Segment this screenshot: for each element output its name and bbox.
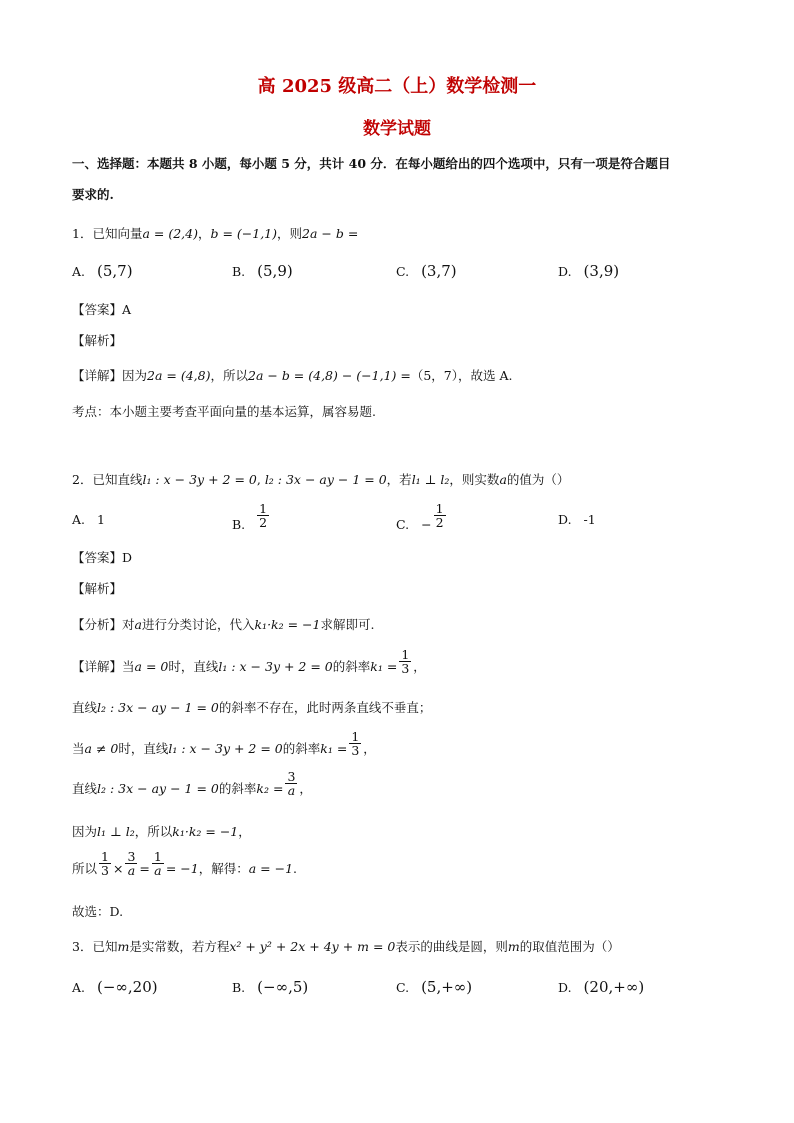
q3-mid2: 表示的曲线是圆，则 bbox=[395, 939, 508, 954]
fraction-denominator: 2 bbox=[259, 515, 268, 531]
q3-option-d bbox=[558, 978, 644, 996]
fraction-numerator: 1 bbox=[101, 849, 109, 864]
q3-var-m: m bbox=[117, 939, 130, 954]
option-label: C. bbox=[396, 980, 410, 995]
q1-option-b bbox=[232, 262, 293, 280]
d6-dot: . bbox=[293, 861, 298, 877]
d6-fraction-2 bbox=[125, 850, 137, 877]
fraction-numerator: 3 bbox=[287, 769, 296, 784]
option-value: (−∞,5) bbox=[257, 978, 309, 996]
page-title: 高 2025 级高二（上）数学检测一 bbox=[257, 76, 537, 97]
q2-option-c-fraction bbox=[434, 502, 446, 529]
fraction-denominator: a bbox=[127, 863, 136, 879]
q1-then: ，则 bbox=[277, 226, 303, 241]
d1-mid: 时，直线 bbox=[168, 659, 219, 675]
q2-end: ，则实数 bbox=[449, 472, 500, 487]
q1-expression: 2a − b = bbox=[302, 226, 359, 241]
q2-analysis-tag: 【解析】 bbox=[72, 581, 123, 596]
q2-var-a: a bbox=[499, 472, 507, 487]
option-label: D. bbox=[558, 980, 572, 995]
q1-detail-expr2: 2a − b = (4,8) − (−1,1) = bbox=[248, 368, 411, 383]
q1-vector-a: a = (2,4) bbox=[142, 226, 198, 241]
q2-tail: 的值为（） bbox=[506, 472, 570, 487]
d1-slope: 的斜率 bbox=[332, 659, 371, 675]
q2-fenxi-mid: 进行分类讨论，代入 bbox=[141, 617, 255, 632]
q2-detail-6 bbox=[72, 850, 297, 877]
q1-detail bbox=[72, 366, 513, 384]
option-value: -1 bbox=[583, 512, 596, 527]
fraction-numerator: 1 bbox=[435, 501, 444, 516]
section-heading-line2: 要求的. bbox=[72, 187, 114, 202]
d3-prefix: 当 bbox=[72, 741, 85, 757]
q2-sep: , bbox=[256, 472, 265, 487]
d5-prefix: 因为 bbox=[72, 824, 98, 839]
option-label: A. bbox=[72, 512, 86, 527]
q1-answer: 【答案】A bbox=[72, 302, 132, 317]
d6-prefix: 所以 bbox=[72, 861, 98, 877]
q3-var-m2: m bbox=[507, 939, 520, 954]
q2-answer: 【答案】D bbox=[72, 550, 133, 565]
d3-line: l₁ : x − 3y + 2 = 0 bbox=[168, 741, 283, 757]
fraction-numerator: 1 bbox=[351, 729, 360, 744]
d6-eq1: = bbox=[139, 861, 150, 877]
q2-if: ，若 bbox=[386, 472, 412, 487]
option-value: (−∞,20) bbox=[97, 978, 158, 996]
fraction-denominator: a bbox=[154, 863, 162, 879]
d3-comma: ， bbox=[363, 741, 376, 757]
q2-detail-4 bbox=[72, 770, 312, 797]
option-value: (3,9) bbox=[583, 262, 620, 280]
option-value: (5,9) bbox=[257, 262, 293, 280]
page-subtitle: 数学试题 bbox=[363, 119, 431, 139]
q3-option-c bbox=[396, 978, 472, 996]
q2-line-l1: l₁ : x − 3y + 2 = 0 bbox=[142, 472, 257, 487]
minus-sign: − bbox=[421, 517, 432, 533]
d3-cond: a ≠ 0 bbox=[84, 741, 119, 757]
d6-result: a = −1 bbox=[248, 861, 294, 877]
d6-times: × bbox=[112, 861, 124, 877]
q2-fenxi-expr: k₁·k₂ = −1 bbox=[254, 617, 321, 632]
option-value: (5,+∞) bbox=[421, 978, 473, 996]
d6-fraction-1 bbox=[99, 850, 111, 877]
q2-fenxi-prefix: 【分析】对 bbox=[72, 617, 135, 632]
option-label: B. bbox=[232, 517, 246, 533]
q1-detail-prefix: 【详解】因为 bbox=[72, 368, 148, 383]
option-label: D. bbox=[558, 264, 572, 279]
q2-option-b bbox=[232, 501, 271, 533]
q1-detail-expr1: 2a = (4,8) bbox=[147, 368, 211, 383]
q2-detail-2 bbox=[72, 698, 431, 716]
option-label: B. bbox=[232, 980, 246, 995]
q3-tail: 的取值范围为（） bbox=[519, 939, 620, 954]
question-1-stem bbox=[72, 224, 358, 242]
option-label: A. bbox=[72, 980, 86, 995]
q3-equation: x² + y² + 2x + 4y + m = 0 bbox=[229, 939, 396, 954]
d3-slope: 的斜率 bbox=[282, 741, 321, 757]
fraction-numerator: 3 bbox=[127, 849, 136, 864]
d3-fraction bbox=[349, 730, 361, 757]
d6-tail: ，解得： bbox=[198, 861, 249, 877]
option-label: A. bbox=[72, 264, 86, 279]
q2-line-l2: l₂ : 3x − ay − 1 = 0 bbox=[264, 472, 387, 487]
q2-fenxi-tail: 求解即可. bbox=[320, 617, 375, 632]
d4-line: l₂ : 3x − ay − 1 = 0 bbox=[97, 781, 219, 797]
d6-fraction-3 bbox=[152, 850, 164, 877]
q3-prefix: 3．已知 bbox=[72, 939, 118, 954]
d4-slope: 的斜率 bbox=[218, 781, 257, 797]
question-2-stem bbox=[72, 470, 569, 488]
d5-expr: k₁·k₂ = −1 bbox=[172, 824, 239, 839]
q2-perp: l₁ ⊥ l₂ bbox=[411, 472, 450, 487]
fraction-denominator: 2 bbox=[435, 515, 444, 531]
fraction-numerator: 1 bbox=[153, 849, 162, 864]
fraction-denominator: 3 bbox=[401, 661, 410, 677]
q1-detail-mid: ，所以 bbox=[210, 368, 248, 383]
d4-comma: ， bbox=[299, 781, 312, 797]
q2-fenxi bbox=[72, 615, 374, 633]
d5-perp: l₁ ⊥ l₂ bbox=[97, 824, 135, 839]
q3-option-b bbox=[232, 978, 308, 996]
question-3-stem bbox=[72, 937, 620, 955]
q1-option-c bbox=[396, 262, 457, 280]
q1-option-d bbox=[558, 262, 619, 280]
q2-option-d bbox=[558, 512, 596, 527]
q1-detail-result: （5，7），故选 A. bbox=[410, 368, 513, 383]
q3-option-a bbox=[72, 978, 158, 996]
fraction-denominator: a bbox=[287, 783, 296, 799]
q2-option-a bbox=[72, 512, 105, 527]
option-value: (20,+∞) bbox=[583, 978, 645, 996]
q1-comma: ， bbox=[197, 226, 211, 241]
q2-detail-1 bbox=[72, 648, 426, 675]
q3-mid: 是实常数，若方程 bbox=[129, 939, 230, 954]
q1-option-a bbox=[72, 262, 133, 280]
d5-mid: ，所以 bbox=[134, 824, 173, 839]
q1-prefix: 1．已知向量 bbox=[72, 226, 143, 241]
q2-choose: 故选：D. bbox=[72, 904, 124, 919]
section-heading-line1: 一、选择题：本题共 8 小题，每小题 5 分，共计 40 分．在每小题给出的四个选项中，只有一项是符合题目 bbox=[72, 156, 671, 171]
d2-tail: 的斜率不存在，此时两条直线不垂直； bbox=[218, 700, 432, 715]
option-value: (5,7) bbox=[97, 262, 133, 280]
d4-k: k₂ = bbox=[256, 781, 284, 797]
d3-k: k₁ = bbox=[320, 741, 348, 757]
d1-cond: a = 0 bbox=[134, 659, 169, 675]
q2-option-b-fraction bbox=[257, 502, 269, 529]
d1-line: l₁ : x − 3y + 2 = 0 bbox=[218, 659, 333, 675]
fraction-numerator: 1 bbox=[259, 501, 268, 516]
option-label: B. bbox=[232, 264, 246, 279]
q1-analysis-tag: 【解析】 bbox=[72, 333, 123, 348]
d5-tail: ， bbox=[238, 824, 251, 839]
q1-note: 考点：本小题主要考查平面向量的基本运算，属容易题. bbox=[72, 404, 376, 419]
q2-option-c bbox=[396, 501, 448, 533]
option-value: (3,7) bbox=[421, 262, 457, 280]
fraction-denominator: 3 bbox=[351, 743, 360, 759]
option-value: 1 bbox=[97, 512, 105, 527]
d4-fraction bbox=[285, 770, 297, 797]
fraction-denominator: 3 bbox=[101, 863, 109, 879]
d1-fraction bbox=[399, 648, 411, 675]
option-label: D. bbox=[558, 512, 572, 527]
d6-eq2: = −1 bbox=[165, 861, 199, 877]
d4-prefix: 直线 bbox=[72, 781, 98, 797]
d2-expr: l₂ : 3x − ay − 1 = 0 bbox=[97, 700, 219, 715]
q2-prefix: 2．已知直线 bbox=[72, 472, 143, 487]
d1-k: k₁ = bbox=[370, 659, 398, 675]
q1-vector-b: b = (−1,1) bbox=[210, 226, 278, 241]
d2-prefix: 直线 bbox=[72, 700, 98, 715]
option-label: C. bbox=[396, 264, 410, 279]
fraction-numerator: 1 bbox=[401, 647, 410, 662]
d3-mid: 时，直线 bbox=[118, 741, 169, 757]
option-label: C. bbox=[396, 517, 410, 533]
q2-fenxi-a: a bbox=[134, 617, 142, 632]
q2-detail-3 bbox=[72, 730, 376, 757]
d1-prefix: 【详解】当 bbox=[72, 659, 135, 675]
d1-comma: ， bbox=[413, 659, 426, 675]
q2-detail-5 bbox=[72, 822, 251, 840]
